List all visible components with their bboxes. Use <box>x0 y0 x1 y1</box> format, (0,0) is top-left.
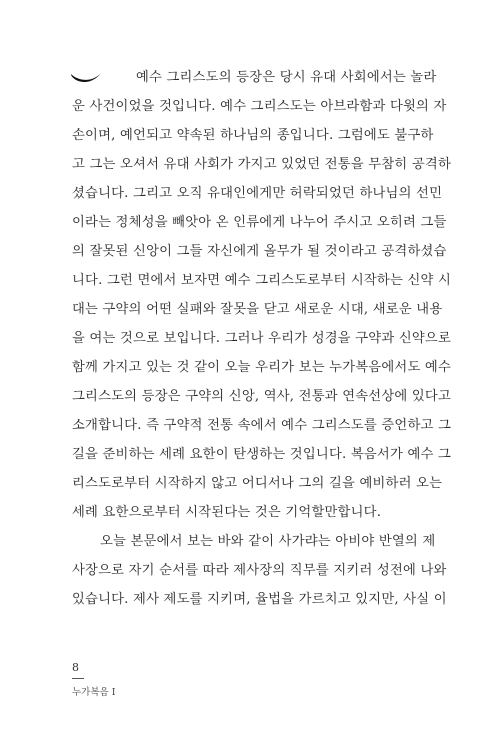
text-line: 손이며, 예언되고 약속된 하나님의 종입니다. 그럼에도 불구하 <box>72 128 434 143</box>
text-line: 사장으로 자기 순서를 따라 제사장의 직무를 지키러 성전에 나와 <box>72 563 447 578</box>
text-line: 그리스도의 등장은 구약의 신앙, 역사, 전통과 연속선상에 있다고 <box>72 389 452 404</box>
text-line: 운 사건이었을 것입니다. 예수 그리스도는 아브라함과 다윗의 자 <box>72 99 447 114</box>
text-line: 이라는 정체성을 빼앗아 온 인류에게 나누어 주시고 오히려 그들 <box>72 215 447 230</box>
text-line: 있습니다. 제사 제도를 지키며, 율법을 가르치고 있지만, 사실 이 <box>72 592 447 607</box>
folio-divider <box>72 678 84 679</box>
text-line: 소개합니다. 즉 구약적 전통 속에서 예수 그리스도를 증언하고 그 <box>72 418 452 433</box>
brush-stroke-icon <box>70 71 102 85</box>
text-line: 함께 가지고 있는 것 같이 오늘 우리가 보는 누가복음에서도 예수 <box>72 360 452 375</box>
text-line: 대는 구약의 어떤 실패와 잘못을 닫고 새로운 시대, 새로운 내용 <box>72 302 443 317</box>
text-line: 의 잘못된 신앙이 그들 자신에게 올무가 될 것이라고 공격하셨습 <box>72 244 447 259</box>
text-line: 세례 요한으로부터 시작된다는 것은 기억할만합니다. <box>72 505 382 520</box>
page-number: 8 <box>72 661 79 674</box>
text-line: 니다. 그런 면에서 보자면 예수 그리스도로부터 시작하는 신약 시 <box>72 273 452 288</box>
running-title: 누가복음 I <box>72 687 116 698</box>
text-line: 길을 준비하는 세례 요한이 탄생하는 것입니다. 복음서가 예수 그 <box>72 447 452 462</box>
text-line: 예수 그리스도의 등장은 당시 유대 사회에서는 놀라 <box>136 70 437 85</box>
text-line: 리스도로부터 시작하지 않고 어디서나 그의 길을 예비하러 오는 <box>72 476 443 491</box>
text-line: 을 여는 것으로 보입니다. 그러나 우리가 성경을 구약과 신약으로 <box>72 331 452 346</box>
text-line: 셨습니다. 그리고 오직 유대인에게만 허락되었던 하나님의 선민 <box>72 186 443 201</box>
text-line: 고 그는 오셔서 유대 사회가 가지고 있었던 전통을 무참히 공격하 <box>72 157 452 172</box>
text-line: 오늘 본문에서 보는 바와 같이 사가랴는 아비야 반열의 제 <box>100 534 436 549</box>
